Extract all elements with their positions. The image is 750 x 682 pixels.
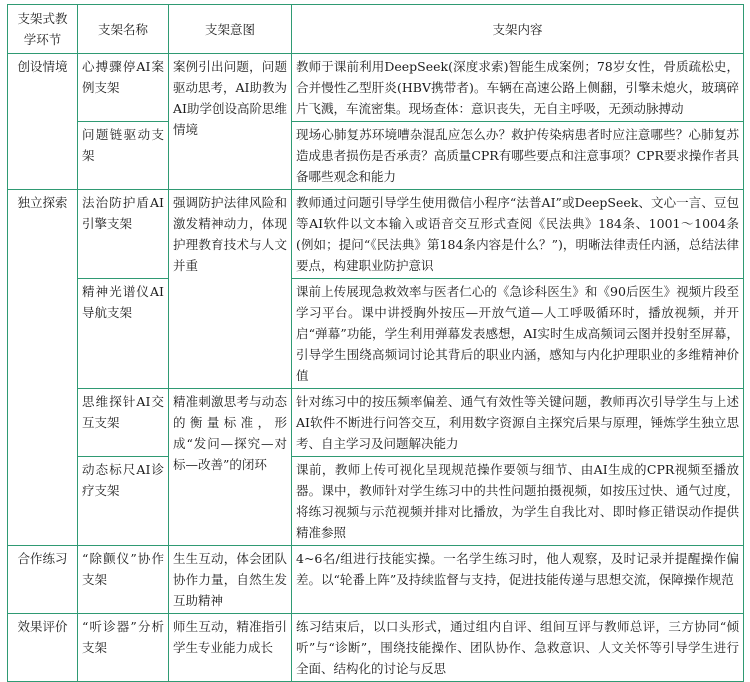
scaffold-content-cell: 练习结束后，以口头形式，通过组内自评、组间互评与教师总评，三方协同“倾听”与“诊断”，围绕技能操作、团队协作、急救意识、人文关怀等引导学生进行全面、结构化的讨论与反思 (292, 614, 744, 682)
table-row (8, 546, 744, 614)
table-row (8, 614, 744, 682)
scaffold-name-cell: 心搏骤停AI案例支架 (78, 54, 169, 122)
scaffold-content-cell: 4~6名/组进行技能实操。一名学生练习时，他人观察，及时记录并提醒操作偏差。以“轮番上阵”及持续监督与支持，促进技能传递与思想交流，保障操作规范 (292, 546, 744, 614)
section-cell: 合作练习 (8, 546, 78, 614)
table-header (8, 5, 744, 54)
scaffold-content-cell: 针对练习中的按压频率偏差、通气有效性等关键问题，教师再次引导学生与上述AI软件不断进行问答交互，利用数字资源自主探究后果与原理，锤炼学生独立思考、自主学习及问题解决能力 (292, 389, 744, 457)
table-row (8, 457, 744, 546)
scaffold-intent-cell: 精准刺激思考与动态的衡量标准，形成“发问—探究—对标—改善”的闭环 (169, 389, 292, 546)
section-cell: 独立探索 (8, 190, 78, 546)
header-name: 支架名称 (78, 5, 169, 54)
scaffold-intent-cell: 生生互动，体会团队协作力量，自然生发互助精神 (169, 546, 292, 614)
table-body (8, 54, 744, 682)
scaffold-intent-cell: 案例引出问题，问题驱动思考，AI助教为AI助学创设高阶思维情境 (169, 54, 292, 190)
scaffold-name-cell: 思维探针AI交互支架 (78, 389, 169, 457)
section-cell: 创设情境 (8, 54, 78, 190)
table-row (8, 279, 744, 389)
scaffold-content-cell: 教师于课前利用DeepSeek(深度求索)智能生成案例；78岁女性，骨质疏松史，合并慢性乙型肝炎(HBV携带者)。车辆在高速公路上侧翻，引擎未熄火，玻璃碎片飞溅，车流密集。现场查体：意识丧失，无自主呼吸，无颈动脉搏动 (292, 54, 744, 122)
scaffold-content-cell: 现场心肺复苏环境嘈杂混乱应怎么办？救护传染病患者时应注意哪些？心肺复苏造成患者损伤是否承责？高质量CPR有哪些要点和注意事项？CPR要求操作者具备哪些观念和能力 (292, 122, 744, 190)
scaffold-content-cell: 课前上传展现急救效率与医者仁心的《急诊科医生》和《90后医生》视频片段至学习平台。课中讲授胸外按压—开放气道—人工呼吸循环时，播放视频，并开启“弹幕”功能，学生利用弹幕发表感想，AI实时生成高频词云图并投射至屏幕，引导学生围绕高频词讨论其背后的职业内涵，感知与内化护理职业的多维精神价值 (292, 279, 744, 389)
section-cell: 效果评价 (8, 614, 78, 682)
table-row (8, 389, 744, 457)
scaffold-name-cell: 问题链驱动支架 (78, 122, 169, 190)
table-row (8, 54, 744, 122)
header-intent: 支架意图 (169, 5, 292, 54)
scaffold-name-cell: “除颤仪”协作支架 (78, 546, 169, 614)
scaffold-content-cell: 教师通过问题引导学生使用微信小程序“法普AI”或DeepSeek、文心一言、豆包等AI软件以文本输入或语音交互形式查阅《民法典》184条、1001～1004条(例如；提问“《民法典》第184条内容是什么？”)，明晰法律责任内涵，总结法律要点，构建职业防护意识 (292, 190, 744, 279)
scaffold-intent-cell: 强调防护法律风险和激发精神动力，体现护理教育技术与人文并重 (169, 190, 292, 389)
header-content: 支架内容 (292, 5, 744, 54)
scaffold-content-cell: 课前，教师上传可视化呈现规范操作要领与细节、由AI生成的CPR视频至播放器。课中，教师针对学生练习中的共性问题拍摄视频，如按压过快、通气过度，将练习视频与示范视频并排对比播放，为学生自我比对、即时修正错误动作提供精准参照 (292, 457, 744, 546)
table-row (8, 190, 744, 279)
scaffold-name-cell: 精神光谱仪AI导航支架 (78, 279, 169, 389)
scaffold-table (7, 4, 744, 682)
header-row (8, 5, 744, 54)
scaffold-name-cell: 法治防护盾AI引擎支架 (78, 190, 169, 279)
table-row (8, 122, 744, 190)
scaffold-name-cell: 动态标尺AI诊疗支架 (78, 457, 169, 546)
scaffold-name-cell: “听诊器”分析支架 (78, 614, 169, 682)
header-stage: 支架式教学环节 (8, 5, 78, 54)
scaffold-intent-cell: 师生互动，精准指引学生专业能力成长 (169, 614, 292, 682)
